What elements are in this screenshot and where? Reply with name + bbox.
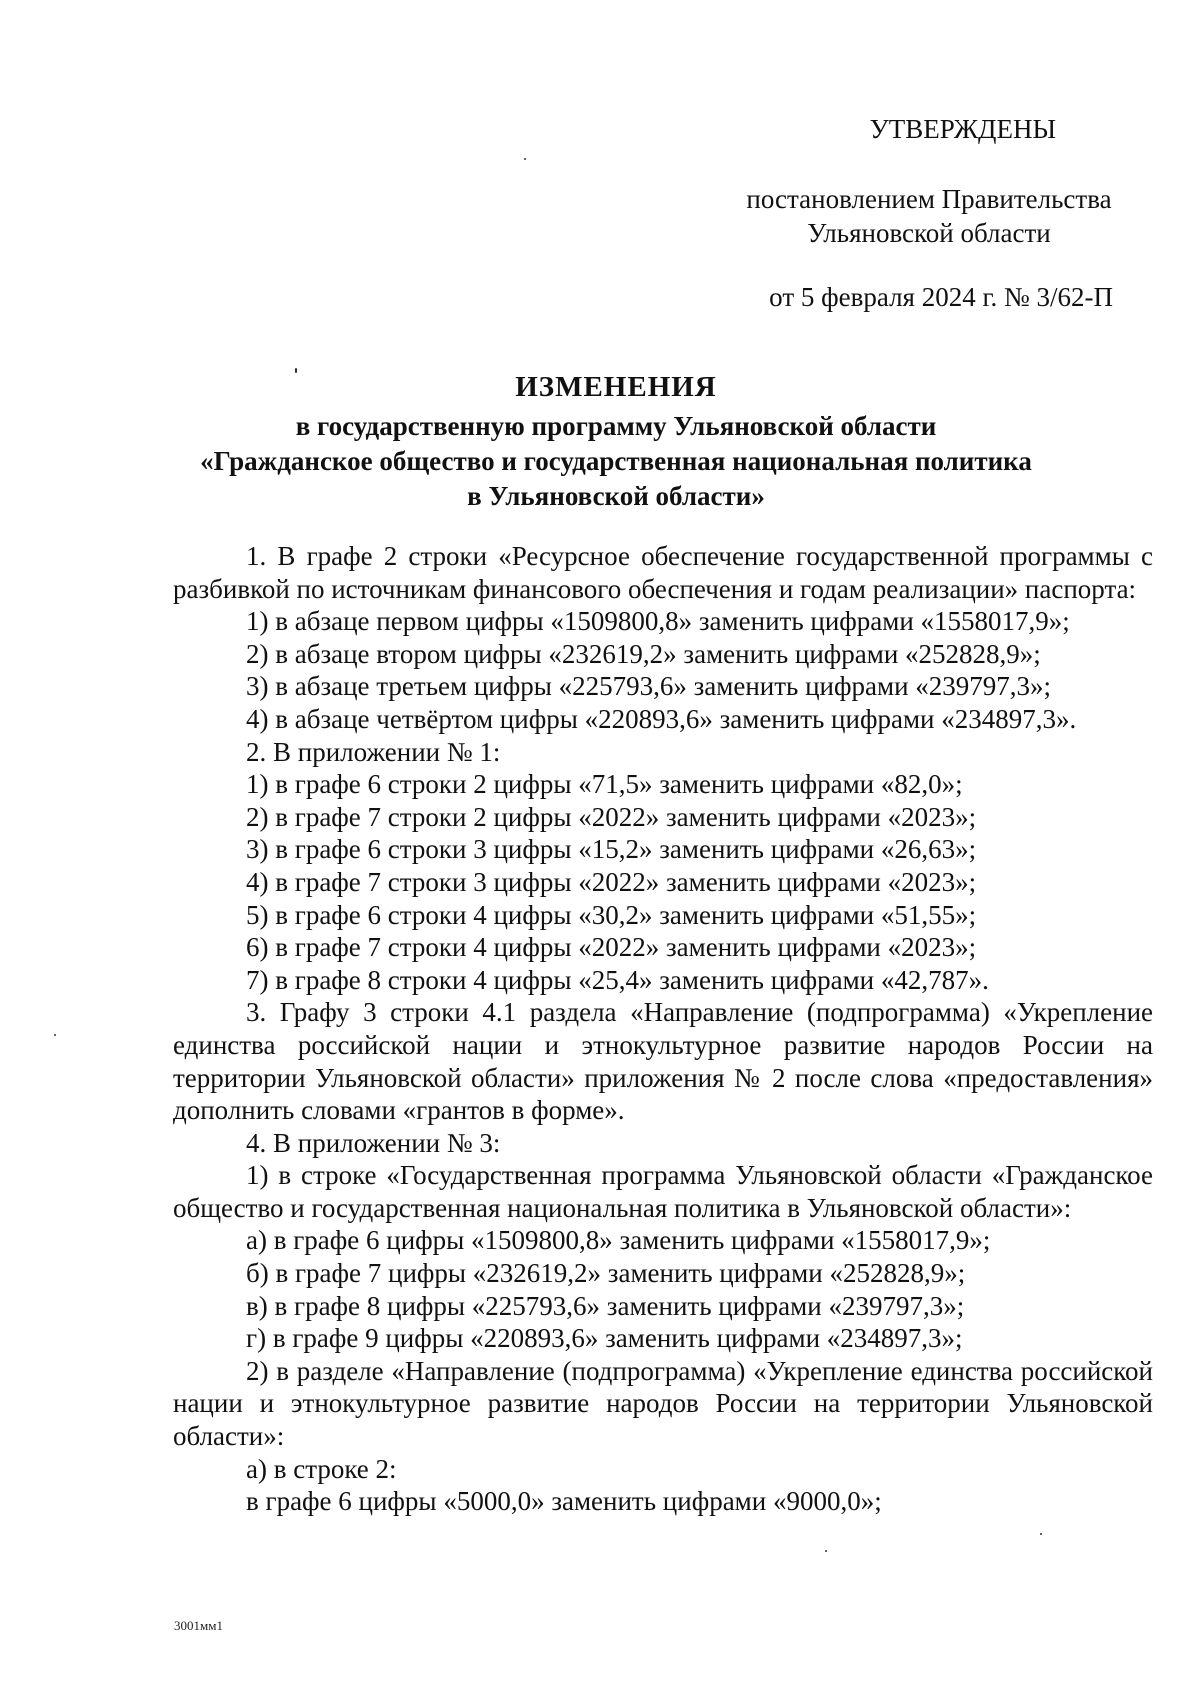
paragraph-2: 2. В приложении № 1: <box>246 736 501 767</box>
heading-line-1: в государственную программу Ульяновской области <box>295 411 937 441</box>
paragraph-1-3: 3) в абзаце третьем цифры «225793,6» заменить цифрами «239797,3»; <box>246 671 1052 702</box>
paragraph-4-1: 1) в строке «Государственная программа Ульяновской области «Гражданское общество и государственная национальная политика в Ульяновской области»: <box>173 1160 1153 1223</box>
approval-resolution-line-1: постановлением Правительства <box>746 184 1112 214</box>
paragraph-4: 4. В приложении № 3: <box>246 1127 501 1158</box>
approval-resolution-line-2: Ульяновской области <box>807 218 1051 248</box>
paragraph-2-4: 4) в графе 7 строки 3 цифры «2022» заменить цифрами «2023»; <box>246 866 977 897</box>
paragraph-2-2: 2) в графе 7 строки 2 цифры «2022» заменить цифрами «2023»; <box>246 801 977 832</box>
paragraph-2-6: 6) в графе 7 строки 4 цифры «2022» заменить цифрами «2023»; <box>246 932 977 963</box>
paragraph-1-4: 4) в абзаце четвёртом цифры «220893,6» заменить цифрами «234897,3». <box>246 703 1077 734</box>
heading-line-3: в Ульяновской области» <box>467 481 765 511</box>
paragraph-4-2-a-1: в графе 6 цифры «5000,0» заменить цифрами «9000,0»; <box>246 1486 882 1517</box>
paragraph-2-7: 7) в графе 8 строки 4 цифры «25,4» заменить цифрами «42,787». <box>246 964 989 995</box>
scan-speck <box>524 158 526 160</box>
heading-line-2: «Гражданское общество и государственная национальная политика <box>200 446 1032 476</box>
footer-code: 3001мм1 <box>174 1618 223 1633</box>
approval-stamp: УТВЕРЖДЕНЫ <box>869 114 1056 144</box>
paragraph-1-2: 2) в абзаце втором цифры «232619,2» заменить цифрами «252828,9»; <box>246 638 1041 669</box>
scan-speck <box>825 1550 827 1552</box>
paragraph-4-2-a: а) в строке 2: <box>246 1453 397 1484</box>
paragraph-4-1-v: в) в графе 8 цифры «225793,6» заменить цифрами «239797,3»; <box>246 1290 965 1321</box>
document-heading <box>160 370 1072 514</box>
paragraph-1-1: 1) в абзаце первом цифры «1509800,8» заменить цифрами «1558017,9»; <box>246 606 1070 637</box>
paragraph-2-3: 3) в графе 6 строки 3 цифры «15,2» заменить цифрами «26,63»; <box>246 834 977 865</box>
scan-speck <box>54 1034 56 1036</box>
scan-speck <box>295 368 297 373</box>
paragraph-1: 1. В графе 2 строки «Ресурсное обеспечение государственной программы с разбивкой по источникам финансового обеспечения и годам реализации» паспорта: <box>173 541 1153 604</box>
paragraph-4-1-a: а) в графе 6 цифры «1509800,8» заменить цифрами «1558017,9»; <box>246 1225 991 1256</box>
scan-speck <box>1040 1533 1042 1535</box>
paragraph-4-1-b: б) в графе 7 цифры «232619,2» заменить цифрами «252828,9»; <box>246 1258 966 1289</box>
paragraph-3: 3. Графу 3 строки 4.1 раздела «Направление (подпрограмма) «Укрепление единства российской нации и этнокультурное развитие народов России на территории Ульяновской области» приложения № 2 после слова «предоставления» дополнить словами «грантов в форме». <box>173 997 1153 1126</box>
paragraph-4-2: 2) в разделе «Направление (подпрограмма) «Укрепление единства российской нации и этнокультурное развитие народов России на территории Ульяновской области»: <box>173 1355 1153 1452</box>
paragraph-4-1-g: г) в графе 9 цифры «220893,6» заменить цифрами «234897,3»; <box>246 1323 963 1354</box>
heading-title: ИЗМЕНЕНИЯ <box>515 371 717 403</box>
approval-block <box>693 112 1113 314</box>
document-body <box>173 540 1153 1518</box>
paragraph-2-1: 1) в графе 6 строки 2 цифры «71,5» заменить цифрами «82,0»; <box>246 769 963 800</box>
approval-date: от 5 февраля 2024 г. № 3/62-П <box>769 282 1113 312</box>
paragraph-2-5: 5) в графе 6 строки 4 цифры «30,2» заменить цифрами «51,55»; <box>246 899 977 930</box>
